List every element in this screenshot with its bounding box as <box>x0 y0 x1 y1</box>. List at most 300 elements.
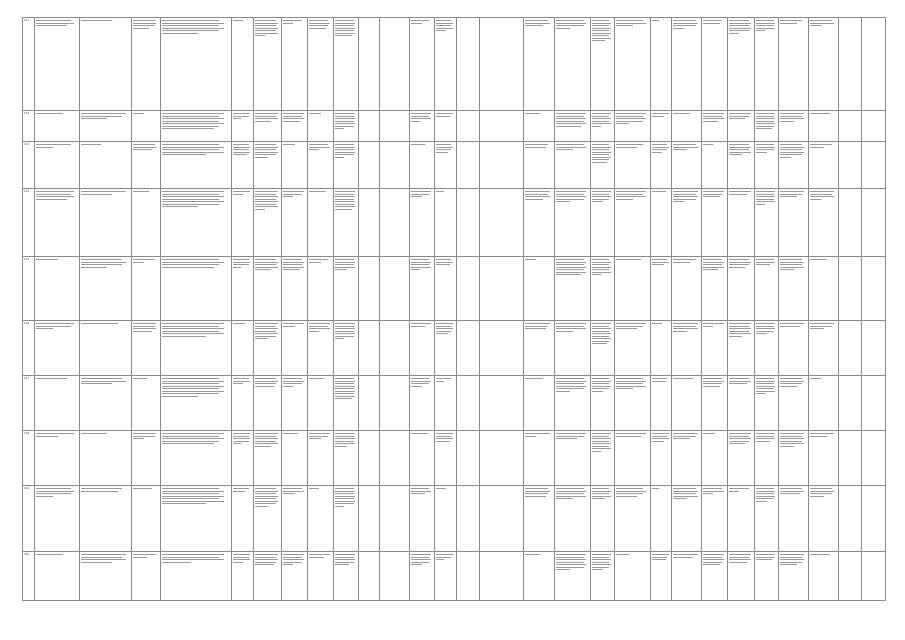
unreadable-text-line <box>556 328 586 329</box>
unreadable-text-line <box>592 436 609 437</box>
unreadable-text-line <box>162 23 225 24</box>
table-cell <box>778 376 808 431</box>
unreadable-text-line <box>729 23 752 24</box>
unreadable-text-line <box>436 113 453 114</box>
unreadable-text-line <box>616 191 646 192</box>
unreadable-text-line <box>233 149 248 150</box>
unreadable-text-line <box>81 116 122 117</box>
table-cell <box>379 321 409 376</box>
unreadable-text-line <box>592 269 609 270</box>
table-cell <box>591 142 614 189</box>
unreadable-text-line <box>729 118 745 119</box>
unreadable-text-line <box>652 436 667 437</box>
unreadable-text-line <box>729 267 745 268</box>
unreadable-text-line <box>36 491 74 492</box>
unreadable-text-line <box>556 491 586 492</box>
unreadable-text-line <box>780 267 805 268</box>
table-cell <box>456 431 479 486</box>
unreadable-text-line <box>335 113 356 114</box>
unreadable-text-line <box>652 559 666 560</box>
unreadable-text-line <box>652 262 669 263</box>
unreadable-text-line <box>592 38 611 39</box>
unreadable-text-line <box>525 328 546 329</box>
unreadable-text-line <box>335 498 354 499</box>
table-cell <box>308 18 334 111</box>
table-cell <box>554 111 590 142</box>
table-cell <box>554 18 590 111</box>
unreadable-text-line <box>335 564 349 565</box>
unreadable-text-line <box>780 259 803 260</box>
unreadable-text-line <box>436 559 444 560</box>
unreadable-text-line <box>335 25 354 26</box>
unreadable-text-line <box>673 259 696 260</box>
unreadable-text-line <box>616 199 634 200</box>
unreadable-text-line <box>162 267 214 268</box>
table-cell <box>672 321 702 376</box>
unreadable-text-line <box>162 206 198 207</box>
table-cell <box>308 111 334 142</box>
unreadable-text-line <box>592 338 611 339</box>
unreadable-text-line <box>673 493 696 494</box>
unreadable-text-line <box>810 20 833 21</box>
table-cell <box>435 552 456 601</box>
table-cell <box>727 111 755 142</box>
table-cell <box>232 257 253 321</box>
unreadable-text-line <box>780 438 805 439</box>
unreadable-text-line <box>436 323 453 324</box>
unreadable-text-line <box>36 199 68 200</box>
unreadable-text-line <box>780 23 797 24</box>
unreadable-text-line <box>556 267 586 268</box>
unreadable-text-line <box>703 118 724 119</box>
table-cell <box>79 18 131 111</box>
table-cell <box>778 257 808 321</box>
unreadable-text-line <box>592 33 611 34</box>
table-cell <box>359 111 379 142</box>
table-cell <box>79 552 131 601</box>
unreadable-text-line <box>556 554 586 555</box>
unreadable-text-line <box>729 149 750 150</box>
table-cell <box>479 189 523 257</box>
unreadable-text-line <box>673 323 698 324</box>
unreadable-text-line <box>780 488 803 489</box>
unreadable-text-line <box>780 269 794 270</box>
unreadable-text-line <box>810 554 830 555</box>
unreadable-text-line <box>335 149 354 150</box>
unreadable-text-line <box>756 383 773 384</box>
unreadable-text-line <box>780 323 805 324</box>
unreadable-text-line <box>652 378 667 379</box>
unreadable-text-line <box>592 378 609 379</box>
unreadable-text-line <box>810 491 835 492</box>
unreadable-text-line <box>283 488 302 489</box>
unreadable-text-line <box>556 113 586 114</box>
table-cell <box>672 486 702 552</box>
unreadable-text-line <box>335 391 356 392</box>
unreadable-text-line <box>255 491 279 492</box>
unreadable-text-line <box>81 194 113 195</box>
unreadable-text-line <box>756 378 773 379</box>
table-cell <box>838 486 861 552</box>
unreadable-text-line <box>556 28 570 29</box>
table-cell <box>409 18 435 111</box>
table-cell <box>727 257 755 321</box>
unreadable-text-line <box>592 443 611 444</box>
table-cell <box>808 431 838 486</box>
table-cell <box>554 257 590 321</box>
unreadable-text-line <box>703 386 720 387</box>
unreadable-text-line <box>411 433 428 434</box>
unreadable-text-line <box>756 152 767 153</box>
unreadable-text-line <box>162 28 225 29</box>
unreadable-text-line <box>162 333 225 334</box>
table-cell <box>755 18 778 111</box>
unreadable-text-line <box>616 259 641 260</box>
unreadable-text-line <box>162 488 220 489</box>
unreadable-text-line <box>81 383 113 384</box>
unreadable-text-line <box>703 267 724 268</box>
table-cell <box>778 18 808 111</box>
table-cell <box>333 189 359 257</box>
unreadable-text-line <box>255 557 277 558</box>
unreadable-text-line <box>703 259 722 260</box>
unreadable-text-line <box>335 23 356 24</box>
unreadable-text-line <box>703 323 724 324</box>
unreadable-text-line <box>162 123 225 124</box>
table-cell <box>282 257 308 321</box>
unreadable-text-line <box>810 194 833 195</box>
row-number-cell: 112 <box>23 111 35 142</box>
unreadable-text-line <box>556 149 574 150</box>
unreadable-text-line <box>652 144 667 145</box>
table-cell <box>838 111 861 142</box>
unreadable-text-line <box>729 116 750 117</box>
unreadable-text-line <box>162 331 220 332</box>
unreadable-text-line <box>756 488 773 489</box>
table-cell <box>253 111 282 142</box>
unreadable-text-line <box>756 149 773 150</box>
table-cell <box>727 18 755 111</box>
unreadable-text-line <box>780 433 805 434</box>
unreadable-text-line <box>411 323 432 324</box>
row-number-cell: 115 <box>23 257 35 321</box>
unreadable-text-line <box>756 331 773 332</box>
unreadable-text-line <box>162 128 214 129</box>
unreadable-text-line <box>283 116 302 117</box>
table-cell <box>778 431 808 486</box>
unreadable-text-line <box>436 30 446 31</box>
table-cell <box>232 189 253 257</box>
unreadable-text-line <box>81 554 126 555</box>
unreadable-text-line <box>810 323 835 324</box>
unreadable-text-line <box>309 438 321 439</box>
unreadable-text-line <box>756 147 775 148</box>
table-cell <box>591 321 614 376</box>
unreadable-text-line <box>673 147 698 148</box>
unreadable-text-line <box>233 144 248 145</box>
unreadable-text-line <box>255 381 279 382</box>
unreadable-text-line <box>36 436 58 437</box>
unreadable-text-line <box>810 259 827 260</box>
unreadable-text-line <box>525 194 548 195</box>
unreadable-text-line <box>133 149 152 150</box>
unreadable-text-line <box>556 567 584 568</box>
table-cell <box>808 376 838 431</box>
unreadable-text-line <box>616 554 630 555</box>
table-cell <box>253 431 282 486</box>
unreadable-text-line <box>255 493 277 494</box>
unreadable-text-line <box>525 25 543 26</box>
unreadable-text-line <box>652 554 669 555</box>
table-cell <box>232 321 253 376</box>
unreadable-text-line <box>729 20 750 21</box>
unreadable-text-line <box>411 259 430 260</box>
unreadable-text-line <box>756 126 773 127</box>
unreadable-text-line <box>162 559 225 560</box>
table-cell <box>308 376 334 431</box>
table-cell <box>808 257 838 321</box>
table-cell <box>456 18 479 111</box>
unreadable-text-line <box>592 488 609 489</box>
row-number-cell: 119 <box>23 486 35 552</box>
table-cell <box>554 189 590 257</box>
table-cell <box>232 431 253 486</box>
table-cell <box>34 431 79 486</box>
unreadable-text-line <box>411 381 432 382</box>
unreadable-text-line <box>616 488 644 489</box>
table-cell <box>359 189 379 257</box>
unreadable-text-line <box>255 25 277 26</box>
unreadable-text-line <box>335 157 344 158</box>
table-cell <box>702 257 728 321</box>
unreadable-text-line <box>436 25 451 26</box>
unreadable-text-line <box>616 113 646 114</box>
table-row <box>23 486 886 552</box>
table-cell <box>862 376 886 431</box>
unreadable-text-line <box>335 126 354 127</box>
table-cell <box>456 321 479 376</box>
unreadable-text-line <box>592 191 611 192</box>
table-row <box>23 111 886 142</box>
table-cell <box>650 18 671 111</box>
unreadable-text-line <box>436 28 453 29</box>
table-cell <box>308 189 334 257</box>
unreadable-text-line <box>592 40 605 41</box>
unreadable-text-line <box>525 491 550 492</box>
unreadable-text-line <box>335 28 356 29</box>
unreadable-text-line <box>556 23 586 24</box>
table-cell <box>131 111 160 142</box>
unreadable-text-line <box>616 194 644 195</box>
unreadable-text-line <box>673 498 687 499</box>
unreadable-text-line <box>780 554 805 555</box>
table-cell <box>333 376 359 431</box>
unreadable-text-line <box>556 386 586 387</box>
table-row <box>23 142 886 189</box>
unreadable-text-line <box>162 396 198 397</box>
unreadable-text-line <box>729 147 752 148</box>
unreadable-text-line <box>233 488 248 489</box>
unreadable-text-line <box>335 491 356 492</box>
unreadable-text-line <box>616 383 644 384</box>
table-cell <box>379 18 409 111</box>
unreadable-text-line <box>36 20 71 21</box>
unreadable-text-line <box>525 433 550 434</box>
unreadable-text-line <box>729 443 745 444</box>
table-cell <box>79 111 131 142</box>
unreadable-text-line <box>525 323 550 324</box>
unreadable-text-line <box>233 154 247 155</box>
unreadable-text-line <box>652 488 660 489</box>
unreadable-text-line <box>673 28 684 29</box>
unreadable-text-line <box>436 554 453 555</box>
unreadable-text-line <box>81 267 107 268</box>
unreadable-text-line <box>756 23 775 24</box>
unreadable-text-line <box>556 259 584 260</box>
table-cell <box>359 552 379 601</box>
unreadable-text-line <box>255 196 279 197</box>
unreadable-text-line <box>436 191 444 192</box>
unreadable-text-line <box>525 488 548 489</box>
table-cell <box>435 321 456 376</box>
unreadable-text-line <box>652 441 664 442</box>
unreadable-text-line <box>335 493 354 494</box>
table-cell <box>160 321 232 376</box>
unreadable-text-line <box>756 381 775 382</box>
unreadable-text-line <box>335 559 356 560</box>
unreadable-text-line <box>233 20 243 21</box>
table-cell <box>778 552 808 601</box>
unreadable-text-line <box>780 446 794 447</box>
unreadable-text-line <box>283 326 295 327</box>
table-cell <box>479 552 523 601</box>
unreadable-text-line <box>436 326 451 327</box>
unreadable-text-line <box>309 20 328 21</box>
unreadable-text-line <box>133 113 144 114</box>
table-cell <box>838 189 861 257</box>
table-cell <box>808 189 838 257</box>
unreadable-text-line <box>556 378 584 379</box>
unreadable-text-line <box>616 123 630 124</box>
unreadable-text-line <box>756 262 775 263</box>
unreadable-text-line <box>703 488 722 489</box>
unreadable-text-line <box>411 121 420 122</box>
unreadable-text-line <box>133 28 150 29</box>
unreadable-text-line <box>525 113 540 114</box>
table-cell <box>456 142 479 189</box>
unreadable-text-line <box>162 30 220 31</box>
unreadable-text-line <box>652 259 667 260</box>
unreadable-text-line <box>233 433 250 434</box>
table-cell <box>650 111 671 142</box>
table-cell <box>727 552 755 601</box>
unreadable-text-line <box>729 441 750 442</box>
unreadable-text-line <box>729 436 750 437</box>
unreadable-text-line <box>556 194 584 195</box>
unreadable-text-line <box>756 441 769 442</box>
unreadable-text-line <box>133 262 144 263</box>
unreadable-text-line <box>556 269 584 270</box>
unreadable-text-line <box>592 557 609 558</box>
unreadable-text-line <box>780 326 800 327</box>
unreadable-text-line <box>780 436 803 437</box>
unreadable-text-line <box>283 20 302 21</box>
unreadable-text-line <box>133 23 157 24</box>
unreadable-text-line <box>592 35 609 36</box>
unreadable-text-line <box>556 25 584 26</box>
unreadable-text-line <box>652 191 666 192</box>
unreadable-text-line <box>162 438 225 439</box>
unreadable-text-line <box>335 194 354 195</box>
unreadable-text-line <box>255 152 279 153</box>
table-cell <box>862 18 886 111</box>
unreadable-text-line <box>616 493 644 494</box>
table-cell <box>435 142 456 189</box>
unreadable-text-line <box>756 199 773 200</box>
table-cell <box>702 111 728 142</box>
unreadable-text-line <box>780 262 805 263</box>
unreadable-text-line <box>652 113 669 114</box>
unreadable-text-line <box>592 433 611 434</box>
unreadable-text-line <box>592 441 609 442</box>
unreadable-text-line <box>673 25 696 26</box>
table-cell <box>232 376 253 431</box>
unreadable-text-line <box>756 191 775 192</box>
unreadable-text-line <box>525 436 537 437</box>
unreadable-text-line <box>592 326 609 327</box>
table-cell <box>282 18 308 111</box>
unreadable-text-line <box>411 562 430 563</box>
unreadable-text-line <box>283 113 304 114</box>
unreadable-text-line <box>592 149 609 150</box>
table-cell <box>359 321 379 376</box>
unreadable-text-line <box>162 191 225 192</box>
unreadable-text-line <box>592 336 609 337</box>
table-cell <box>755 189 778 257</box>
table-cell <box>862 142 886 189</box>
unreadable-text-line <box>255 433 279 434</box>
table-cell <box>523 111 554 142</box>
unreadable-text-line <box>703 491 724 492</box>
unreadable-text-line <box>133 25 155 26</box>
unreadable-text-line <box>556 116 584 117</box>
unreadable-text-line <box>756 30 765 31</box>
unreadable-text-line <box>780 491 805 492</box>
unreadable-text-line <box>255 30 277 31</box>
unreadable-text-line <box>756 433 775 434</box>
unreadable-text-line <box>592 323 611 324</box>
unreadable-text-line <box>703 383 722 384</box>
unreadable-text-line <box>255 191 279 192</box>
unreadable-text-line <box>255 20 277 21</box>
unreadable-text-line <box>283 196 292 197</box>
unreadable-text-line <box>556 147 586 148</box>
unreadable-text-line <box>556 262 586 263</box>
table-cell <box>755 142 778 189</box>
table-cell <box>672 431 702 486</box>
unreadable-text-line <box>810 23 835 24</box>
unreadable-text-line <box>255 331 277 332</box>
unreadable-text-line <box>335 206 356 207</box>
unreadable-text-line <box>133 438 144 439</box>
unreadable-text-line <box>673 438 690 439</box>
unreadable-text-line <box>756 28 775 29</box>
table-cell <box>650 552 671 601</box>
table-cell <box>778 111 808 142</box>
unreadable-text-line <box>525 20 548 21</box>
unreadable-text-line <box>233 562 243 563</box>
unreadable-text-line <box>335 154 354 155</box>
